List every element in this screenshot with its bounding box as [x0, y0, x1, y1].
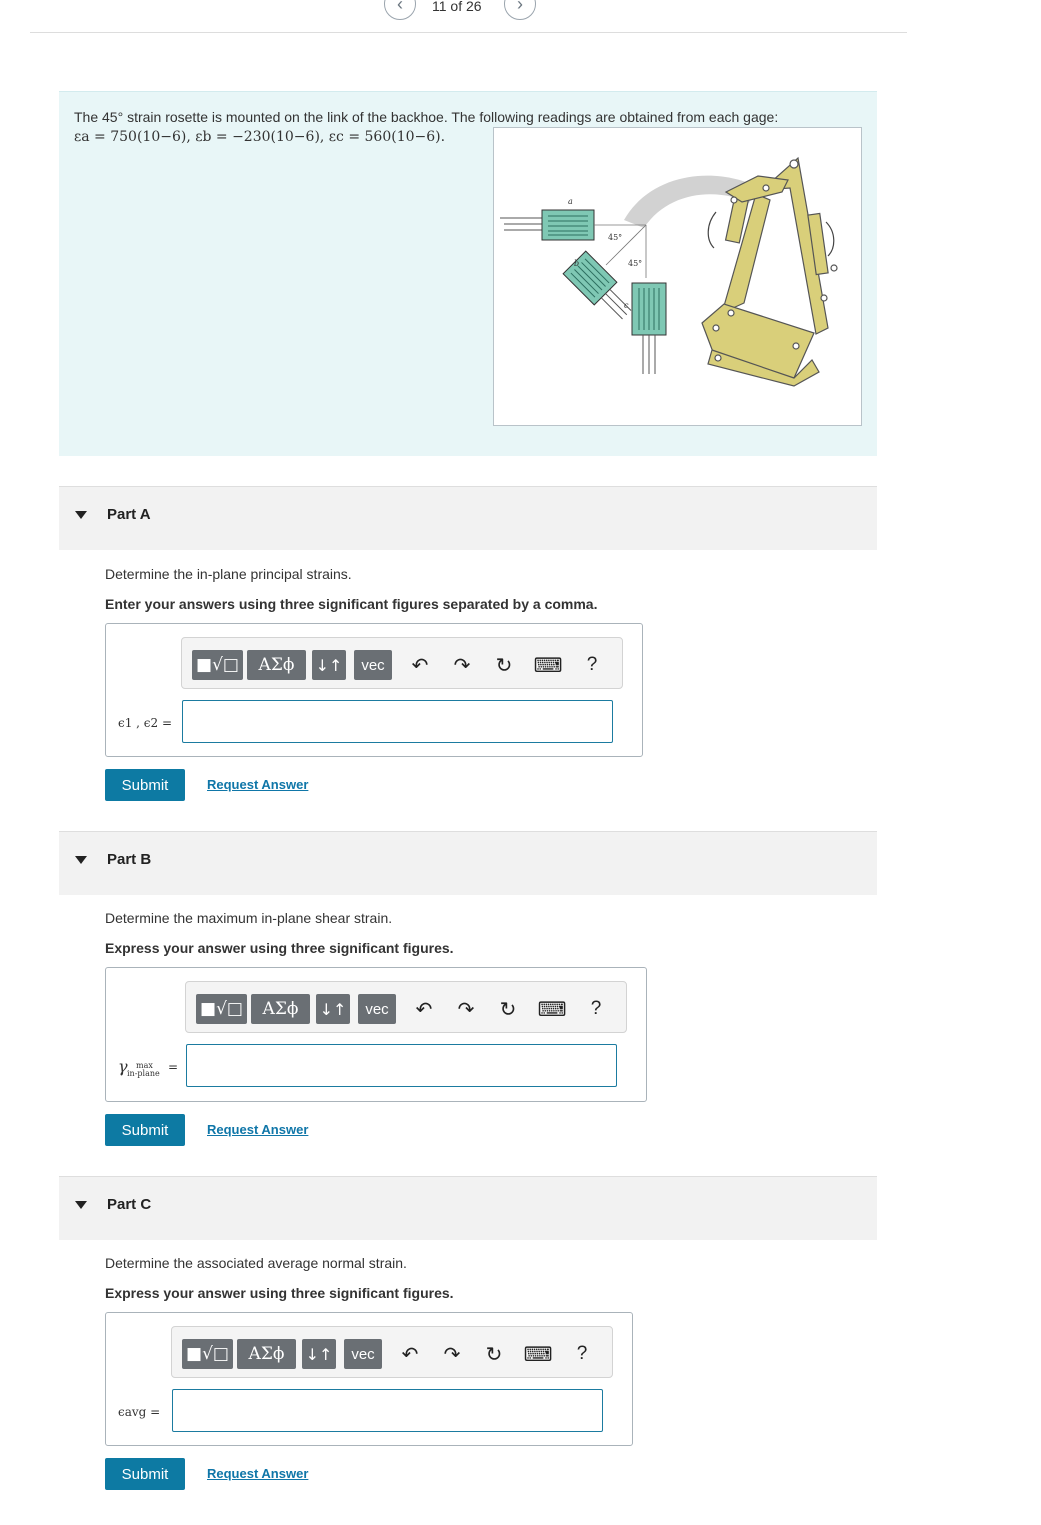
arrows-button[interactable]: ↓↑ — [302, 1339, 336, 1369]
math-toolbar — [185, 981, 627, 1033]
part-b-request-answer-link[interactable]: Request Answer — [207, 1122, 309, 1137]
templates-button[interactable]: ■√□ — [182, 1339, 233, 1369]
redo-icon[interactable]: ↷ — [453, 654, 471, 677]
gage-a-label: a — [568, 197, 573, 206]
reset-icon[interactable]: ↻ — [485, 1343, 503, 1366]
part-b-instruction: Express your answer using three significant figures. — [105, 940, 454, 956]
part-c-answer-input[interactable] — [172, 1389, 603, 1432]
collapse-triangle-icon — [75, 856, 87, 864]
part-b-answer-input[interactable] — [186, 1044, 617, 1087]
part-c-answer-box — [105, 1312, 633, 1446]
problem-text: The 45° strain rosette is mounted on the link of the backhoe. The following readings are obtained from each gage: — [74, 109, 779, 125]
part-a-instruction: Enter your answers using three significant figures separated by a comma. — [105, 596, 598, 612]
collapse-triangle-icon — [75, 511, 87, 519]
templates-button[interactable]: ■√□ — [192, 650, 243, 680]
help-icon[interactable]: ? — [590, 998, 602, 1019]
undo-icon[interactable]: ↶ — [411, 654, 429, 677]
chevron-left-icon: ‹ — [397, 0, 403, 14]
math-toolbar — [181, 637, 623, 689]
part-a-question: Determine the in-plane principal strains. — [105, 566, 352, 582]
angle-label-2: 45° — [628, 259, 643, 268]
templates-button[interactable]: ■√□ — [196, 994, 247, 1024]
gage-c-label: c — [624, 301, 629, 310]
part-b-title: Part B — [107, 851, 152, 868]
keyboard-icon[interactable]: ⌨ — [537, 998, 567, 1021]
reset-icon[interactable]: ↻ — [495, 654, 513, 677]
part-a-submit-button[interactable]: Submit — [105, 769, 185, 801]
part-a-header[interactable] — [59, 486, 877, 550]
arrows-button[interactable]: ↓↑ — [312, 650, 346, 680]
arrows-button[interactable]: ↓↑ — [316, 994, 350, 1024]
part-b-question: Determine the maximum in-plane shear strain. — [105, 910, 393, 926]
keyboard-icon[interactable]: ⌨ — [523, 1343, 553, 1366]
greek-symbols-button[interactable]: ΑΣϕ — [247, 650, 306, 680]
math-toolbar — [171, 1326, 613, 1378]
collapse-triangle-icon — [75, 1201, 87, 1209]
part-a-request-answer-link[interactable]: Request Answer — [207, 777, 309, 792]
problem-readings: εa = 750(10−6), εb = −230(10−6), εc = 560(10−6). — [74, 129, 446, 145]
reset-icon[interactable]: ↻ — [499, 998, 517, 1021]
part-c-request-answer-link[interactable]: Request Answer — [207, 1466, 309, 1481]
part-c-instruction: Express your answer using three significant figures. — [105, 1285, 454, 1301]
redo-icon[interactable]: ↷ — [443, 1343, 461, 1366]
part-b-submit-button[interactable]: Submit — [105, 1114, 185, 1146]
part-c-header[interactable] — [59, 1176, 877, 1240]
part-c-answer-label: ϵavg = — [118, 1405, 161, 1419]
vector-button[interactable]: vec — [354, 650, 392, 680]
chevron-right-icon: › — [517, 0, 523, 14]
part-a-title: Part A — [107, 506, 151, 523]
part-b-answer-label: γ max in-plane = — [118, 1057, 179, 1078]
part-c-question: Determine the associated average normal strain. — [105, 1255, 407, 1271]
part-a-answer-label: ϵ1 , ϵ2 = — [118, 716, 173, 730]
undo-icon[interactable]: ↶ — [415, 998, 433, 1021]
part-c-submit-button[interactable]: Submit — [105, 1458, 185, 1490]
previous-problem-button[interactable] — [384, 0, 416, 20]
keyboard-icon[interactable]: ⌨ — [533, 654, 563, 677]
vector-button[interactable]: vec — [344, 1339, 382, 1369]
undo-icon[interactable]: ↶ — [401, 1343, 419, 1366]
angle-label-1: 45° — [608, 233, 623, 242]
part-a-answer-input[interactable] — [182, 700, 613, 743]
part-a-answer-box — [105, 623, 643, 757]
part-b-header[interactable] — [59, 831, 877, 895]
backhoe-figure — [493, 127, 862, 426]
redo-icon[interactable]: ↷ — [457, 998, 475, 1021]
problem-pager — [384, 0, 544, 16]
greek-symbols-button[interactable]: ΑΣϕ — [251, 994, 310, 1024]
gage-b-label: b — [574, 259, 580, 268]
greek-symbols-button[interactable]: ΑΣϕ — [237, 1339, 296, 1369]
help-icon[interactable]: ? — [576, 1343, 588, 1364]
vector-button[interactable]: vec — [358, 994, 396, 1024]
problem-count: 11 of 26 — [432, 0, 482, 14]
problem-statement — [59, 91, 877, 456]
divider — [30, 32, 907, 33]
next-problem-button[interactable] — [504, 0, 536, 20]
help-icon[interactable]: ? — [586, 654, 598, 675]
part-b-answer-box — [105, 967, 647, 1102]
part-c-title: Part C — [107, 1196, 152, 1213]
